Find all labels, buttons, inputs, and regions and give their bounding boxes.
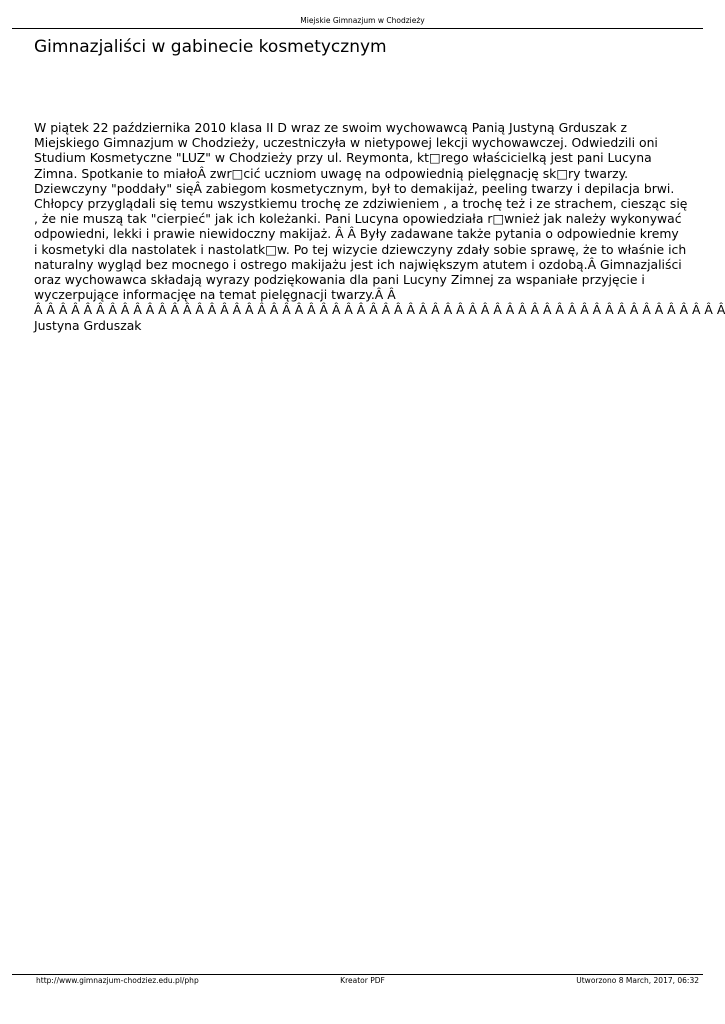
article-title: Gimnazjaliści w gabinecie kosmetycznym: [34, 37, 387, 57]
article-line: , że nie muszą tak "cierpieć" jak ich koleżanki. Pani Lucyna opowiedziała r□wnież jak należy wykonywać: [34, 211, 682, 227]
footer-generator: Kreator PDF: [340, 976, 385, 985]
article-line: Chłopcy przyglądali się temu wszystkiemu trochę ze zdziwieniem , a trochę też i ze strachem, ciesząc się: [34, 196, 688, 212]
footer-divider: [12, 974, 703, 975]
article-line: Dziewczyny "poddały" sięÂ zabiegom kosmetycznym, był to demakijaż, peeling twarzy i depilacja brwi.: [34, 180, 675, 196]
footer-url: http://www.gimnazjum-chodziez.edu.pl/php: [36, 976, 199, 985]
article-line: W piątek 22 października 2010 klasa II D wraz ze swoim wychowawcą Panią Justyną Grduszak z: [34, 120, 627, 135]
article-line: wyczerpujące informacjęe na temat pielęgnacji twarzy.Â Â: [34, 287, 396, 303]
article-line: Studium Kosmetyczne "LUZ" w Chodzieży przy ul. Reymonta, kt□rego właścicielką jest pani Lucyna: [34, 150, 652, 166]
article-line: naturalny wygląd bez mocnego i ostrego makijażu jest ich największym atutem i ozdobą.Â Gimnazjaliści: [34, 256, 682, 272]
article-line: i kosmetyki dla nastolatek i nastolatk□w. Po tej wizycie dziewczyny zdały sobie sprawę, że to właśnie ich: [34, 241, 687, 257]
article-author: Justyna Grduszak: [34, 317, 142, 333]
article-line: odpowiedni, lekki i prawie niewidoczny makijaż. Â Â Były zadawane także pytania o odpowiednie kremy: [34, 226, 679, 242]
article-line: Â Â Â Â Â Â Â Â Â Â Â Â Â Â Â Â Â Â Â Â Â Â Â Â Â Â Â Â Â Â Â Â Â Â Â Â Â Â Â Â Â Â Â Â Â Â Â Â Â Â Â Â Â Â Â Â: [34, 302, 725, 318]
article-line: oraz wychowawca składają wyrazy podziękowania dla pani Lucyny Zimnej za wspaniałe przyjęcie i: [34, 272, 645, 288]
article-line: Miejskiego Gimnazjum w Chodzieży, uczestniczyła w nietypowej lekcji wychowawczej. Odwiedzili oni: [34, 135, 658, 151]
page-header: Miejskie Gimnazjum w Chodzieży: [300, 16, 425, 25]
footer-created-date: Utworzono 8 March, 2017, 06:32: [576, 976, 699, 985]
article-line: Zimna. Spotkanie to miałoÂ zwr□cić uczniom uwagę na odpowiednią pielęgnację sk□ry twarzy.: [34, 165, 629, 181]
header-divider: [12, 28, 703, 29]
article-body: [34, 120, 725, 333]
